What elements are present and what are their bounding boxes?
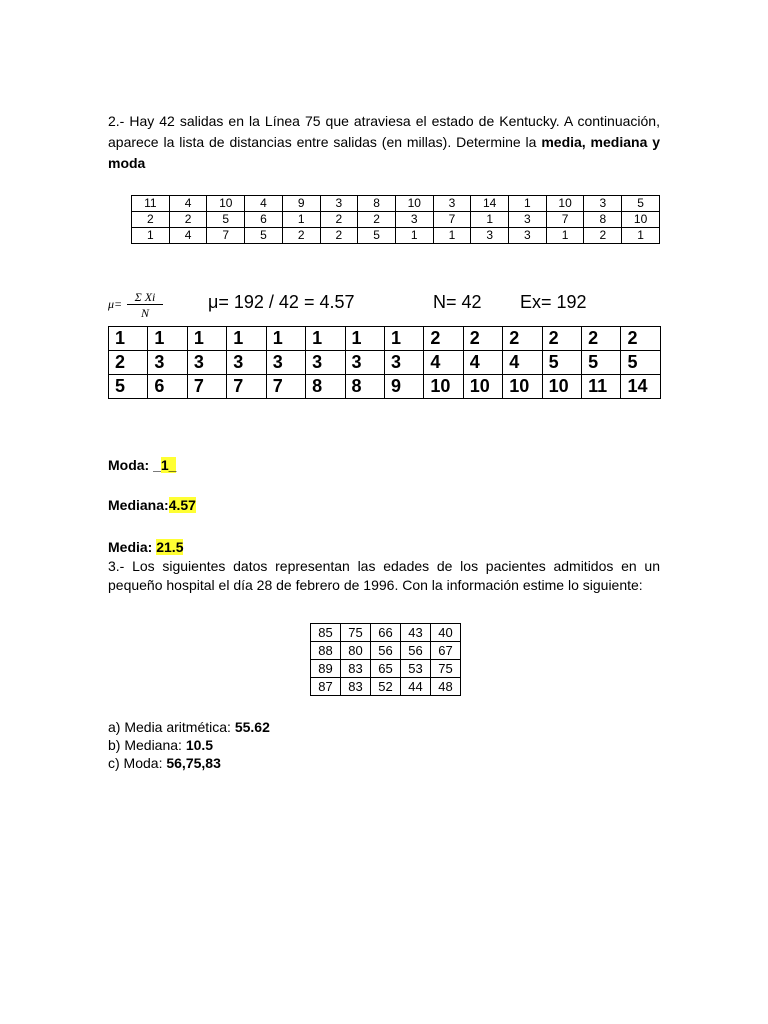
table-cell: 6: [148, 375, 187, 399]
media-label: Media:: [108, 539, 157, 555]
table-cell: 3: [384, 351, 423, 375]
table-cell: 7: [546, 212, 584, 228]
formula-mu: μ=: [108, 297, 123, 311]
table-cell: 1: [187, 327, 226, 351]
table-cell: 1: [471, 212, 509, 228]
table-cell: 2: [282, 228, 320, 244]
table-cell: 80: [341, 642, 371, 660]
table-cell: 40: [431, 624, 461, 642]
mediana-label: Mediana:: [108, 497, 169, 513]
answer-a-label: a) Media aritmética:: [108, 719, 235, 735]
table-cell: 9: [384, 375, 423, 399]
table-cell: 2: [584, 228, 622, 244]
table-cell: 3: [187, 351, 226, 375]
table-cell: 7: [266, 375, 305, 399]
answer-c: [108, 754, 221, 772]
table-cell: 7: [227, 375, 266, 399]
table-cell: 52: [371, 678, 401, 696]
table-cell: 83: [341, 660, 371, 678]
table-cell: 2: [109, 351, 148, 375]
table-cell: 10: [542, 375, 581, 399]
moda-value: 1_: [160, 457, 177, 473]
mediana-line: [108, 496, 196, 514]
question-2-paragraph: [108, 111, 660, 174]
sum-value: Ex= 192: [520, 292, 587, 312]
table-cell: 10: [463, 375, 502, 399]
media-line: [108, 538, 183, 556]
formula-fraction: [127, 290, 163, 321]
table-cell: 3: [306, 351, 345, 375]
table-cell: 10: [622, 212, 660, 228]
table-cell: 6: [245, 212, 283, 228]
table-cell: 7: [207, 228, 245, 244]
table-cell: 10: [546, 196, 584, 212]
table-cell: 85: [311, 624, 341, 642]
table-cell: 5: [621, 351, 661, 375]
table-cell: 1: [345, 327, 384, 351]
table-cell: 7: [187, 375, 226, 399]
table-cell: 14: [621, 375, 661, 399]
table-cell: 56: [371, 642, 401, 660]
formula-denominator: N: [140, 306, 149, 320]
table-row: [311, 624, 461, 642]
table-cell: 2: [358, 212, 396, 228]
table-cell: 8: [345, 375, 384, 399]
table-cell: 43: [401, 624, 431, 642]
question-3-paragraph: 3.- Los siguientes datos representan las edades de los pacientes admitidos en un pequeño hospital el día 28 de febrero de 1996. Con la información estime lo siguiente:: [108, 558, 660, 593]
moda-line: [108, 456, 176, 474]
moda-label: Moda: _: [108, 457, 161, 473]
answer-c-value: 56,75,83: [166, 755, 221, 771]
table-cell: 67: [431, 642, 461, 660]
answer-b: [108, 736, 213, 754]
table-cell: 8: [584, 212, 622, 228]
question-2-bold-terms: media, mediana y moda: [108, 134, 661, 171]
answer-a: [108, 718, 270, 736]
distances-table: [131, 195, 660, 244]
media-value: 21.5: [156, 539, 184, 555]
table-cell: 4: [169, 228, 207, 244]
mediana-value: 4.57: [168, 497, 196, 513]
table-cell: 4: [503, 351, 542, 375]
table-cell: 1: [282, 212, 320, 228]
table-row: [109, 327, 661, 351]
table-row: [311, 642, 461, 660]
table-row: [109, 375, 661, 399]
table-cell: 4: [245, 196, 283, 212]
table-cell: 2: [621, 327, 661, 351]
table-cell: 1: [148, 327, 187, 351]
table-cell: 1: [622, 228, 660, 244]
table-cell: 89: [311, 660, 341, 678]
table-cell: 5: [582, 351, 621, 375]
table-cell: 1: [509, 196, 547, 212]
table-cell: 11: [582, 375, 621, 399]
table-cell: 10: [503, 375, 542, 399]
table-row: [132, 228, 660, 244]
table-cell: 14: [471, 196, 509, 212]
table-row: [109, 351, 661, 375]
table-cell: 7: [433, 212, 471, 228]
table-cell: 1: [109, 327, 148, 351]
answer-c-label: c) Moda:: [108, 755, 167, 771]
table-cell: 3: [471, 228, 509, 244]
table-cell: 9: [282, 196, 320, 212]
answer-b-value: 10.5: [185, 737, 214, 753]
table-cell: 8: [306, 375, 345, 399]
table-row: [132, 212, 660, 228]
ages-table: [310, 623, 461, 696]
table-cell: 5: [207, 212, 245, 228]
table-cell: 2: [132, 212, 170, 228]
table-cell: 66: [371, 624, 401, 642]
table-cell: 56: [401, 642, 431, 660]
table-cell: 1: [546, 228, 584, 244]
table-cell: 3: [320, 196, 358, 212]
table-cell: 8: [358, 196, 396, 212]
question-2-text: 2.- Hay 42 salidas en la Línea 75 que atraviesa el estado de Kentucky. A continuación, aparece la lista de distancias entre salidas (en millas). Determine la: [108, 113, 660, 150]
table-cell: 2: [320, 228, 358, 244]
table-cell: 53: [401, 660, 431, 678]
table-cell: 1: [433, 228, 471, 244]
table-cell: 10: [424, 375, 463, 399]
mean-formula: [108, 290, 168, 324]
answer-a-value: 55.62: [234, 719, 270, 735]
table-cell: 75: [431, 660, 461, 678]
table-cell: 5: [542, 351, 581, 375]
table-cell: 83: [341, 678, 371, 696]
table-cell: 1: [306, 327, 345, 351]
table-cell: 1: [266, 327, 305, 351]
table-cell: 87: [311, 678, 341, 696]
table-cell: 3: [227, 351, 266, 375]
table-cell: 5: [245, 228, 283, 244]
table-cell: 3: [395, 212, 433, 228]
table-cell: 3: [148, 351, 187, 375]
table-cell: 44: [401, 678, 431, 696]
table-cell: 1: [132, 228, 170, 244]
table-cell: 3: [266, 351, 305, 375]
answer-b-label: b) Mediana:: [108, 737, 186, 753]
table-row: [311, 678, 461, 696]
sorted-table: [108, 326, 661, 399]
table-cell: 1: [384, 327, 423, 351]
table-cell: 11: [132, 196, 170, 212]
table-row: [132, 196, 660, 212]
table-cell: 4: [169, 196, 207, 212]
table-cell: 5: [109, 375, 148, 399]
table-cell: 5: [622, 196, 660, 212]
table-cell: 3: [433, 196, 471, 212]
table-cell: 1: [227, 327, 266, 351]
table-cell: 2: [424, 327, 463, 351]
table-cell: 3: [584, 196, 622, 212]
table-cell: 4: [424, 351, 463, 375]
table-cell: 2: [320, 212, 358, 228]
table-cell: 75: [341, 624, 371, 642]
table-cell: 88: [311, 642, 341, 660]
table-cell: 3: [509, 228, 547, 244]
n-value: N= 42: [433, 292, 482, 312]
table-cell: 3: [345, 351, 384, 375]
table-cell: 48: [431, 678, 461, 696]
table-cell: 1: [395, 228, 433, 244]
table-cell: 4: [463, 351, 502, 375]
table-cell: 2: [463, 327, 502, 351]
formula-numerator: Σ Xi: [127, 290, 163, 305]
table-cell: 10: [395, 196, 433, 212]
table-cell: 2: [582, 327, 621, 351]
table-cell: 65: [371, 660, 401, 678]
mean-calculation: μ= 192 / 42 = 4.57: [208, 292, 355, 312]
table-cell: 2: [542, 327, 581, 351]
table-cell: 2: [503, 327, 542, 351]
table-cell: 2: [169, 212, 207, 228]
table-cell: 10: [207, 196, 245, 212]
table-cell: 5: [358, 228, 396, 244]
table-row: [311, 660, 461, 678]
table-cell: 3: [509, 212, 547, 228]
